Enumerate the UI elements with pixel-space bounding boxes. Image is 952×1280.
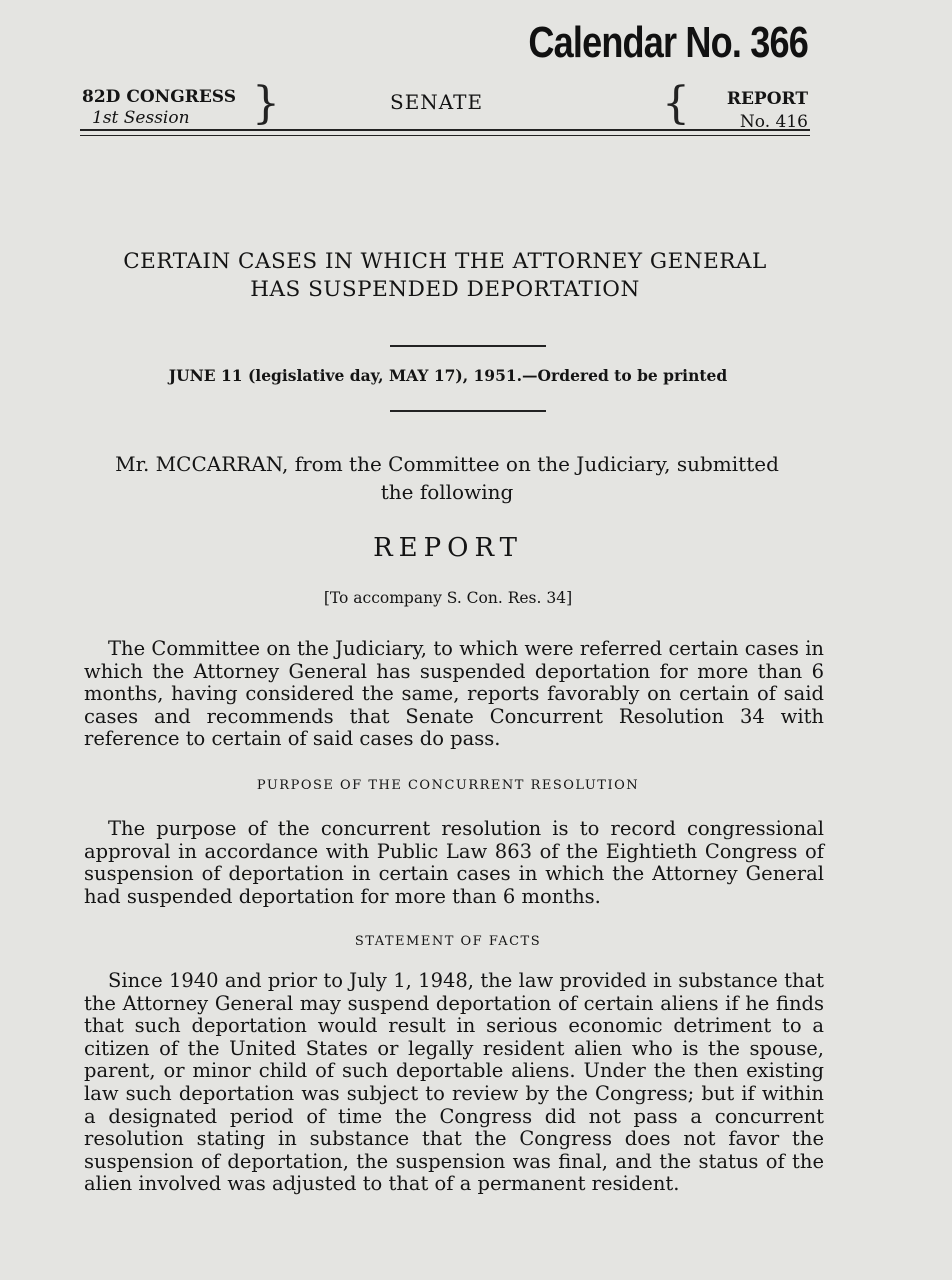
paragraph-facts xyxy=(84,970,824,1196)
session-label: 1st Session xyxy=(92,108,190,128)
report-number-block xyxy=(727,88,808,134)
submitted-line-1: Mr. MCCARRAN, from the Committee on the Judiciary, submitted xyxy=(115,452,779,476)
left-brace: } xyxy=(252,78,280,129)
report-heading: REPORT xyxy=(373,533,523,563)
paragraph-purpose xyxy=(84,818,824,908)
paragraph-intro xyxy=(84,638,824,751)
report-label: REPORT xyxy=(726,89,808,109)
dateline: JUNE 11 (legislative day, MAY 17), 1951.—Ordered to be printed xyxy=(168,366,728,385)
divider-rule xyxy=(390,345,546,347)
congress-text: 82D CONGRESS xyxy=(82,87,236,107)
paragraph-facts-text: Since 1940 and prior to July 1, 1948, the law provided in substance that the Attorney General may suspend deportation of certain aliens if he finds that such deportation would result in serious economic detriment to a citizen of the United States or legally resident alien who is the spouse, parent, or minor child of such deportable aliens. Under the then existing law such deportation was subject to review by the Congress; but if within a designated period of time the Congress did not pass a concurrent resolution stating in substance that the Congress does not favor the suspension of deportation, the suspension was final, and the status of the alien involved was adjusted to that of a permanent resident. xyxy=(84,969,824,1196)
section-heading-purpose: PURPOSE OF THE CONCURRENT RESOLUTION xyxy=(256,778,640,793)
submitted-line-2: the following xyxy=(380,480,514,504)
header-rule-thick xyxy=(80,129,810,131)
section-heading-facts: STATEMENT OF FACTS xyxy=(354,934,542,949)
header-rule-thin xyxy=(80,135,810,136)
divider-rule xyxy=(390,410,546,412)
document-title xyxy=(60,248,830,304)
title-line-2: HAS SUSPENDED DEPORTATION xyxy=(250,277,640,302)
congress-label xyxy=(82,86,236,108)
chamber-label: SENATE xyxy=(390,90,484,114)
paragraph-purpose-text: The purpose of the concurrent resolution is to record congressional approval in accordance with Public Law 863 of the Eightieth Congress of suspension of deportation in certain cases in which the Attorney General had suspended deportation for more than 6 months. xyxy=(84,817,824,908)
paragraph-intro-text: The Committee on the Judiciary, to which were referred certain cases in which the Attorney General has suspended deportation for more than 6 months, having considered the same, reports favorably on certain of said cases and recommends that Senate Concurrent Resolution 34 with reference to certain of said cases do pass. xyxy=(84,637,824,751)
report-number: No. 416 xyxy=(739,112,808,132)
submitted-by xyxy=(70,450,824,506)
calendar-number: Calendar No. 366 xyxy=(528,18,808,67)
title-line-1: CERTAIN CASES IN WHICH THE ATTORNEY GENERAL xyxy=(123,249,767,274)
right-brace: { xyxy=(662,78,690,129)
accompany-note: [To accompany S. Con. Res. 34] xyxy=(323,589,573,607)
document-header xyxy=(80,12,812,134)
